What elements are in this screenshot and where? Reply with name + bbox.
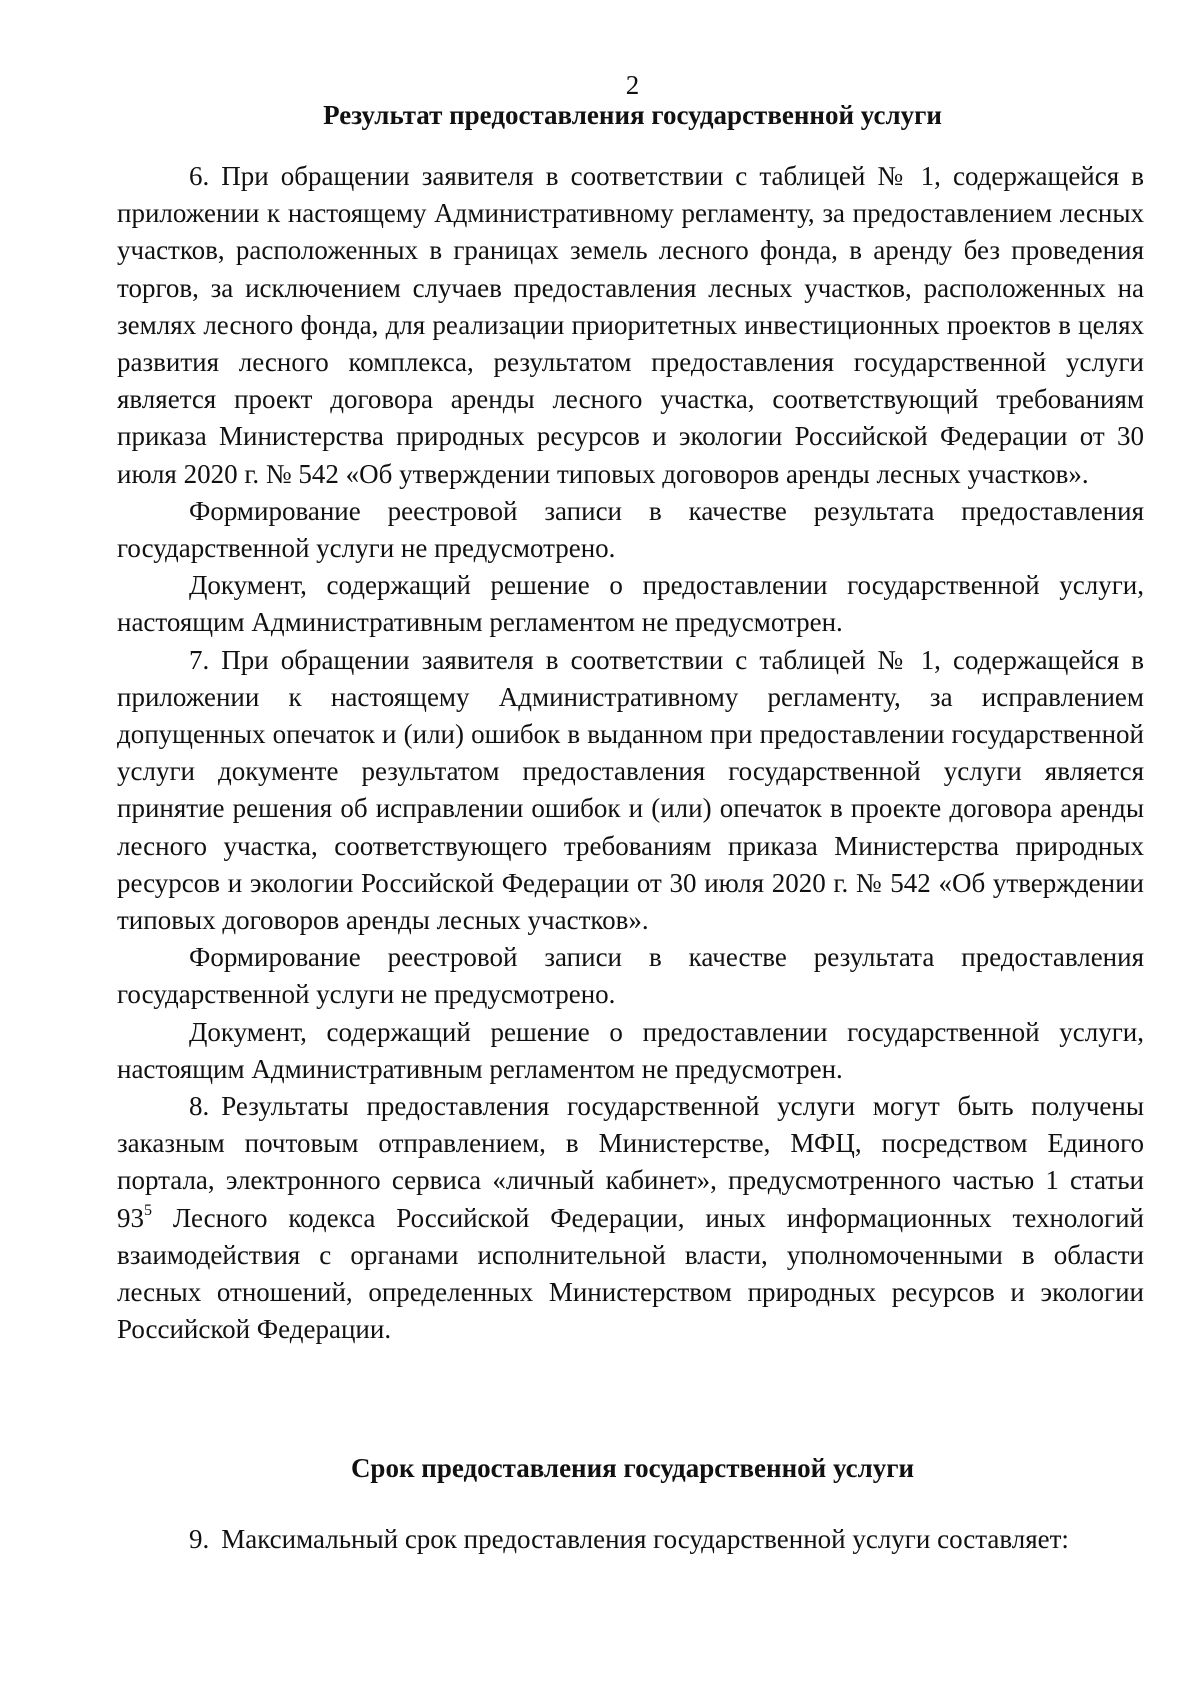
paragraph-text: Лесного кодекса Российской Федерации, иных информационных технологий взаимодействия с органами исполнительной власти, уполномоченными в области лесных отношений, определенных Министерством природных ресурсов и экологии Российской Федерации. bbox=[117, 1202, 1144, 1345]
paragraph-text: Максимальный срок предоставления государственной услуги составляет: bbox=[221, 1524, 1069, 1554]
section-heading-result: Результат предоставления государственной услуги bbox=[323, 100, 942, 130]
paragraph-text: Результаты предоставления государственной услуги могут быть получены заказным почтовым отправлением, в Министерстве, МФЦ, посредством Единого портала, электронного сервиса «личный кабинет», предусмотренного частью 1 статьи 93 bbox=[117, 1091, 1144, 1233]
superscript-article-index: 5 bbox=[144, 1201, 152, 1219]
paragraph-item-6 bbox=[117, 158, 1144, 493]
page-number: 2 bbox=[625, 70, 640, 100]
paragraph-decision-document bbox=[117, 1014, 1144, 1088]
paragraph-registry-record bbox=[117, 493, 1144, 567]
section-body-result bbox=[117, 158, 1144, 1349]
paragraph-text: Документ, содержащий решение о предоставлении государственной услуги, настоящим Административным регламентом не предусмотрен. bbox=[117, 1016, 1144, 1084]
section-body-term bbox=[117, 1521, 1144, 1558]
paragraph-item-7 bbox=[117, 642, 1144, 940]
item-number: 8. bbox=[189, 1091, 210, 1122]
paragraph-text: При обращении заявителя в соответствии с таблицей № 1, содержащейся в приложении к настоящему Административному регламенту, за исправлением допущенных опечаток и (или) ошибок в выданном при предоставлении государственной услуги документе результатом предоставления государственной услуги является принятие решения об исправлении ошибок и (или) опечаток в проекте договора аренды лесного участка, соответствующего требованиям приказа Министерства природных ресурсов и экологии Российской Федерации от 30 июля 2020 г. № 542 «Об утверждении типовых договоров аренды лесных участков». bbox=[117, 644, 1144, 936]
paragraph-item-9 bbox=[117, 1521, 1144, 1558]
item-number: 7. bbox=[189, 644, 210, 675]
paragraph-text: Документ, содержащий решение о предоставлении государственной услуги, настоящим Административным регламентом не предусмотрен. bbox=[117, 570, 1144, 638]
item-number: 6. bbox=[189, 161, 210, 191]
paragraph-text: При обращении заявителя в соответствии с таблицей № 1, содержащейся в приложении к настоящему Административному регламенту, за предоставлением лесных участков, расположенных в границах земель лесного фонда, в аренду без проведения торгов, за исключением случаев предоставления лесных участков, расположенных на землях лесного фонда, для реализации приоритетных инвестиционных проектов в целях развития лесного комплекса, результатом предоставления государственной услуги является проект договора аренды лесного участка, соответствующий требованиям приказа Министерства природных ресурсов и экологии Российской Федерации от 30 июля 2020 г. № 542 «Об утверждении типовых договоров аренды лесных участков». bbox=[117, 161, 1144, 489]
paragraph-text: Формирование реестровой записи в качестве результата предоставления государственной услуги не предусмотрено. bbox=[117, 942, 1144, 1010]
paragraph-registry-record bbox=[117, 939, 1144, 1013]
item-number: 9. bbox=[189, 1524, 210, 1554]
paragraph-decision-document bbox=[117, 567, 1144, 641]
paragraph-text: Формирование реестровой записи в качестве результата предоставления государственной услуги не предусмотрено. bbox=[117, 495, 1144, 564]
section-heading-term: Срок предоставления государственной услуги bbox=[350, 1453, 915, 1483]
paragraph-item-8 bbox=[117, 1088, 1144, 1348]
